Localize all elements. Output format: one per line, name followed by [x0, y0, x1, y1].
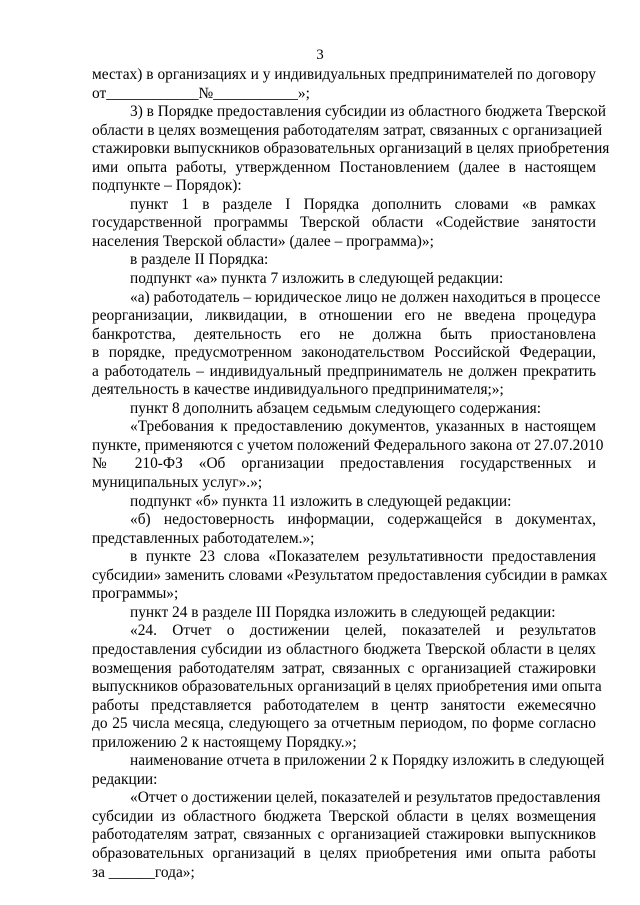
text-line: в пункте 23 слова «Показателем результативности предоставления: [130, 548, 596, 566]
text-line: предоставления субсидии из областного бюджета Тверской области в целях: [92, 640, 596, 658]
page-number: 3: [316, 47, 324, 63]
text-line: субсидии» заменить словами «Результатом предоставления субсидии в рамках: [92, 566, 608, 584]
document-body: [92, 66, 610, 882]
text-line: «Требования к предоставлению документов, указанных в настоящем: [130, 418, 596, 436]
text-line: № 210-ФЗ «Об организации предоставления государственных и: [92, 455, 596, 473]
text-line: «24. Отчет о достижении целей, показателей и результатов: [130, 622, 596, 640]
text-line: представленных работодателем.»;: [92, 529, 315, 547]
text-line: подпункте – Порядок):: [92, 177, 242, 195]
text-line: банкротства, деятельность его не должна быть приостановлена: [92, 325, 596, 343]
text-line: местах) в организациях и у индивидуальных предпринимателей по договору: [92, 66, 596, 83]
text-line: подпункт «а» пункта 7 изложить в следующей редакции:: [130, 270, 504, 288]
text-line: «Отчет о достижении целей, показателей и результатов предоставления: [130, 789, 601, 807]
text-line: населения Тверской области» (далее – программа)»;: [92, 232, 434, 250]
text-line: пункт 8 дополнить абзацем седьмым следующего содержания:: [130, 399, 541, 417]
text-line: возмещения работодателям затрат, связанных с организацией стажировки: [92, 659, 596, 677]
text-line: пункт 1 в разделе I Порядка дополнить словами «в рамках: [130, 195, 596, 213]
text-line: от____________№___________»;: [92, 84, 310, 102]
text-line: государственной программы Тверской области «Содействие занятости: [92, 214, 596, 232]
text-line: до 25 числа месяца, следующего за отчетным периодом, по форме согласно: [92, 715, 596, 733]
text-line: пункте, применяются с учетом положений Федерального закона от 27.07.2010: [92, 436, 604, 454]
text-line: работодателям затрат, связанных с организацией стажировки выпускников: [92, 826, 596, 844]
text-line: субсидии из областного бюджета Тверской области в целях возмещения: [92, 807, 596, 825]
text-line: наименование отчета в приложении 2 к Порядку изложить в следующей: [130, 752, 605, 770]
text-line: а работодатель – индивидуальный предприниматель не должен прекратить: [92, 362, 596, 380]
text-line: реорганизации, ликвидации, в отношении его не введена процедура: [92, 307, 596, 325]
text-line: 3) в Порядке предоставления субсидии из областного бюджета Тверской: [130, 103, 606, 121]
text-line: программы»;: [92, 585, 179, 603]
text-line: стажировки выпускников образовательных организаций в целях приобретения: [92, 140, 610, 158]
text-line: «б) недостоверность информации, содержащейся в документах,: [130, 511, 596, 529]
text-line: ими опыта работы, утвержденном Постановлением (далее в настоящем: [92, 158, 596, 176]
text-line: пункт 24 в разделе III Порядка изложить в следующей редакции:: [130, 603, 556, 621]
text-line: подпункт «б» пункта 11 изложить в следующей редакции:: [130, 492, 512, 510]
text-line: образовательных организаций в целях приобретения ими опыта работы: [92, 844, 596, 862]
text-line: в разделе II Порядка:: [130, 251, 269, 269]
text-line: редакции:: [92, 770, 158, 788]
text-line: муниципальных услуг».»;: [92, 474, 263, 492]
text-line: области в целях возмещения работодателям затрат, связанных с организацией: [92, 121, 603, 139]
text-line: «а) работодатель – юридическое лицо не должен находиться в процессе: [130, 288, 601, 306]
text-line: в порядке, предусмотренном законодательством Российской Федерации,: [92, 344, 596, 362]
text-line: выпускников образовательных организаций в целях приобретения ими опыта: [92, 678, 602, 696]
text-line: деятельность в качестве индивидуального предпринимателя;»;: [92, 381, 504, 399]
text-line: работы представляется работодателем в центр занятости ежемесячно: [92, 696, 596, 714]
text-line: за ______года»;: [92, 863, 195, 881]
text-line: приложению 2 к настоящему Порядку.»;: [92, 733, 357, 751]
